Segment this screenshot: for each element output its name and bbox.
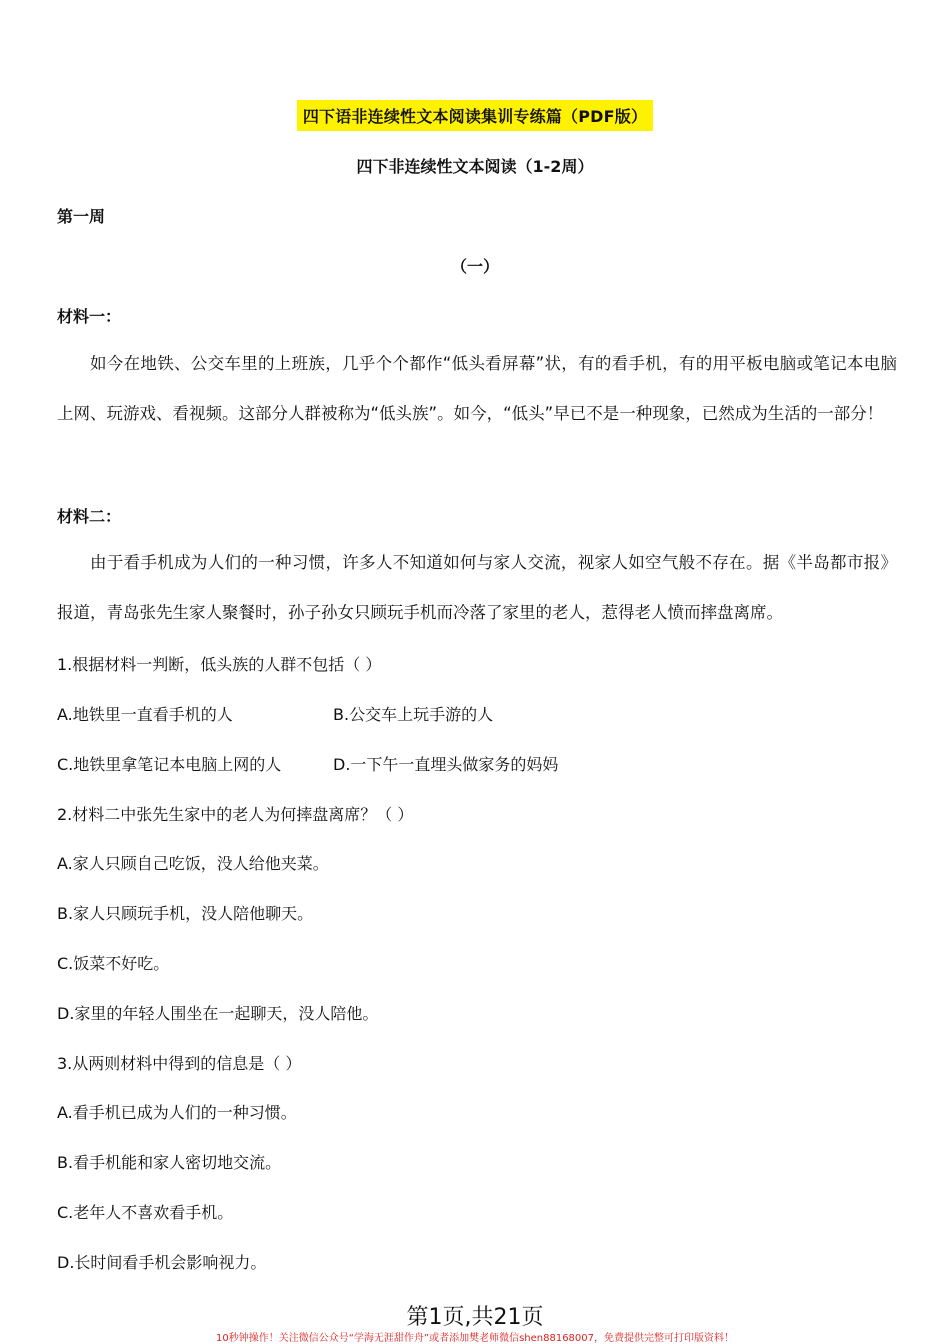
question-2-option-c: C.饭菜不好吃。	[57, 954, 170, 973]
question-3-option-c: C.老年人不喜欢看手机。	[57, 1203, 234, 1222]
question-1-option-a: A.地铁里一直看手机的人	[57, 705, 233, 724]
question-3-option-b: B.看手机能和家人密切地交流。	[57, 1153, 282, 1172]
doc-title: 四下语非连续性文本阅读集训专练篇（PDF版）	[297, 100, 653, 131]
question-2-stem: 2.材料二中张先生家中的老人为何摔盘离席？（ ）	[57, 805, 414, 824]
question-3-option-a: A.看手机已成为人们的一种习惯。	[57, 1103, 297, 1122]
title-container	[0, 100, 950, 131]
question-2-option-b: B.家人只顾玩手机，没人陪他聊天。	[57, 904, 314, 923]
question-3-option-d: D.长时间看手机会影响视力。	[57, 1253, 267, 1272]
question-2-option-d: D.家里的年轻人围坐在一起聊天，没人陪他。	[57, 1004, 379, 1023]
question-1-option-d: D.一下午一直埋头做家务的妈妈	[333, 755, 559, 774]
section-heading: （一）	[450, 257, 499, 276]
week-heading: 第一周	[57, 207, 106, 226]
material1-label: 材料一：	[57, 307, 122, 326]
question-3-stem: 3.从两则材料中得到的信息是（ ）	[57, 1054, 302, 1073]
material2-text: 由于看手机成为人们的一种习惯，许多人不知道如何与家人交流，视家人如空气般不存在。据《半岛都市报》报道，青岛张先生家人聚餐时，孙子孙女只顾玩手机而冷落了家里的老人，惹得老人愤而摔盘离席。	[57, 553, 897, 622]
question-2-option-a: A.家人只顾自己吃饭，没人给他夹菜。	[57, 854, 329, 873]
doc-subtitle: 四下非连续性文本阅读（1-2周）	[356, 157, 594, 176]
question-1-option-b: B.公交车上玩手游的人	[333, 705, 494, 724]
question-1-stem: 1.根据材料一判断，低头族的人群不包括（ ）	[57, 655, 382, 674]
page-number: 第1页,共21页	[406, 1305, 544, 1330]
footer-note: 10秒钟操作！关注微信公众号“学海无涯甜作舟”或者添加樊老师微信shen88168007，免费提供完整可打印版资料！	[215, 1333, 735, 1344]
question-1-option-c: C.地铁里拿笔记本电脑上网的人	[57, 755, 282, 774]
material2-label: 材料二：	[57, 507, 122, 526]
material1-text: 如今在地铁、公交车里的上班族，几乎个个都作“低头看屏幕”状，有的看手机，有的用平板电脑或笔记本电脑上网、玩游戏、看视频。这部分人群被称为“低头族”。如今，“低头”早已不是一种现象，已然成为生活的一部分！	[57, 354, 897, 423]
